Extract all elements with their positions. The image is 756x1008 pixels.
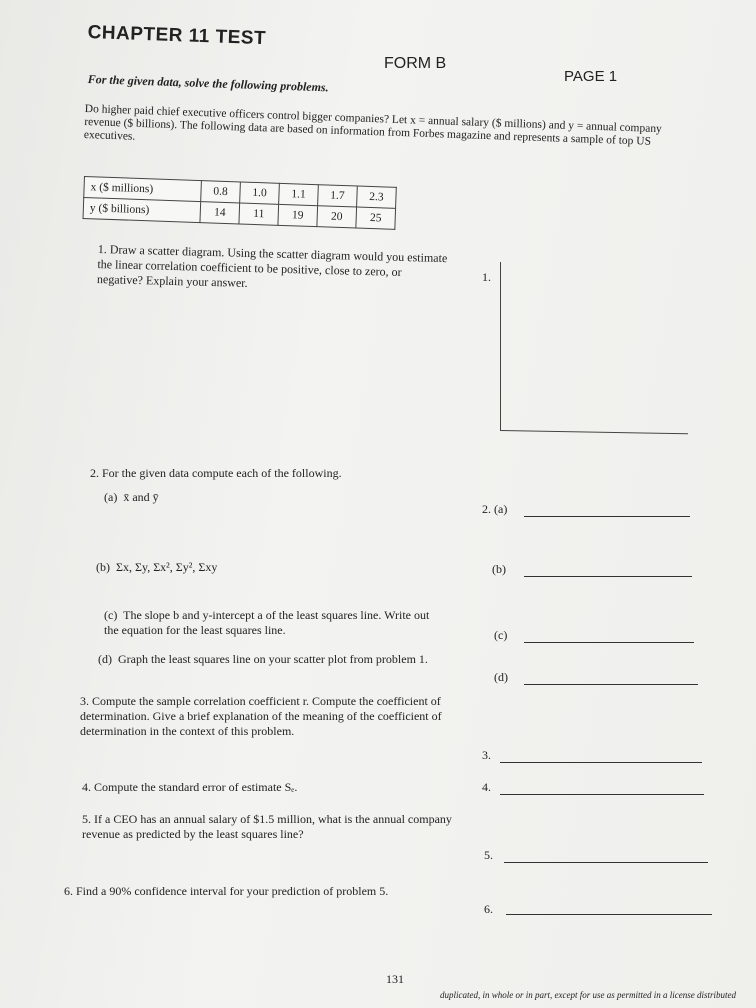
question-number: 3. <box>80 694 89 708</box>
scatter-box-bottom <box>500 430 688 434</box>
row-header-x: x ($ millions) <box>84 177 202 202</box>
table-cell: 1.1 <box>279 183 319 205</box>
scatter-box-left <box>500 262 501 430</box>
answer-label-2a: 2. (a) <box>482 502 508 516</box>
part-label: (b) <box>96 560 110 574</box>
question-text: Draw a scatter diagram. Using the scatter diagram would you estimate the linear correlation coefficient to be positive, close to zero, or negative? Explain your answer. <box>96 242 448 290</box>
question-text: If a CEO has an annual salary of $1.5 million, what is the annual company revenue as predicted by the least squares line? <box>82 812 452 841</box>
answer-line-2b[interactable] <box>524 576 692 577</box>
question-2 <box>90 466 342 481</box>
question-1 <box>97 242 448 296</box>
part-text: Graph the least squares line on your scatter plot from problem 1. <box>118 652 428 666</box>
question-4 <box>82 780 297 795</box>
question-number: 6. <box>64 884 73 898</box>
answer-label-3: 3. <box>482 748 491 762</box>
table-cell: 20 <box>317 206 357 228</box>
table-cell: 25 <box>356 207 396 229</box>
table-cell: 2.3 <box>357 186 397 208</box>
answer-line-2a[interactable] <box>524 516 690 517</box>
question-text: Compute the standard error of estimate Sₑ. <box>94 780 298 794</box>
question-number: 1. <box>97 242 107 257</box>
question-5 <box>82 812 452 842</box>
table-cell: 0.8 <box>201 181 241 203</box>
question-3 <box>80 694 452 739</box>
table-cell: 14 <box>200 202 240 224</box>
page-label: PAGE 1 <box>564 68 618 85</box>
part-text: Σx, Σy, Σx², Σy², Σxy <box>116 560 218 574</box>
question-number: 4. <box>82 780 91 794</box>
form-label: FORM B <box>384 55 447 72</box>
question-text: For the given data compute each of the following. <box>102 466 342 480</box>
answer-line-2c[interactable] <box>524 642 694 643</box>
table-cell: 11 <box>239 203 279 225</box>
problem-intro: Do higher paid chief executive officers control bigger companies? Let x = annual salary ($ millions) and y = annual company revenue ($ billions). The following data are based on information from Forbes magazine and represents a sample of top US executives. <box>83 103 663 148</box>
row-header-y: y ($ billions) <box>83 198 201 223</box>
part-label: (d) <box>98 652 112 666</box>
data-table <box>82 176 396 230</box>
table-cell: 1.7 <box>318 185 358 207</box>
page-number: 131 <box>386 972 404 986</box>
answer-line-2d[interactable] <box>524 684 698 685</box>
part-text: The slope b and y-intercept a of the least squares line. Write out the equation for the least squares line. <box>104 608 430 637</box>
answer-label-2d: (d) <box>494 670 508 684</box>
question-number: 5. <box>82 812 91 826</box>
copyright-text: duplicated, in whole or in part, except for use as permitted in a license distributed <box>440 990 736 1000</box>
answer-label-6: 6. <box>484 902 493 916</box>
question-6 <box>64 884 444 899</box>
answer-label-2b: (b) <box>492 562 506 576</box>
part-label: (a) <box>104 490 118 504</box>
answer-label-5: 5. <box>484 848 493 862</box>
instructions: For the given data, solve the following problems. <box>87 72 329 95</box>
question-2a <box>104 490 159 505</box>
chapter-title: CHAPTER 11 TEST <box>87 22 267 50</box>
part-label: (c) <box>104 608 118 622</box>
answer-line-3[interactable] <box>500 762 702 763</box>
answer-label-1: 1. <box>482 270 491 284</box>
question-2c <box>104 608 434 638</box>
table-cell: 19 <box>278 204 318 226</box>
question-text: Find a 90% confidence interval for your prediction of problem 5. <box>76 884 389 898</box>
answer-line-6[interactable] <box>506 914 712 915</box>
question-number: 2. <box>90 466 99 480</box>
part-text: x̄ and ȳ <box>123 490 159 504</box>
answer-label-2c: (c) <box>494 628 508 642</box>
question-text: Compute the sample correlation coefficient r. Compute the coefficient of determination. Give a brief explanation of the meaning of the coefficient of determination in the context of this problem. <box>80 694 442 738</box>
answer-line-4[interactable] <box>500 794 704 795</box>
table-cell: 1.0 <box>240 182 280 204</box>
question-2d <box>98 652 428 667</box>
question-2b <box>96 560 217 575</box>
answer-label-4: 4. <box>482 780 491 794</box>
answer-line-5[interactable] <box>504 862 708 863</box>
